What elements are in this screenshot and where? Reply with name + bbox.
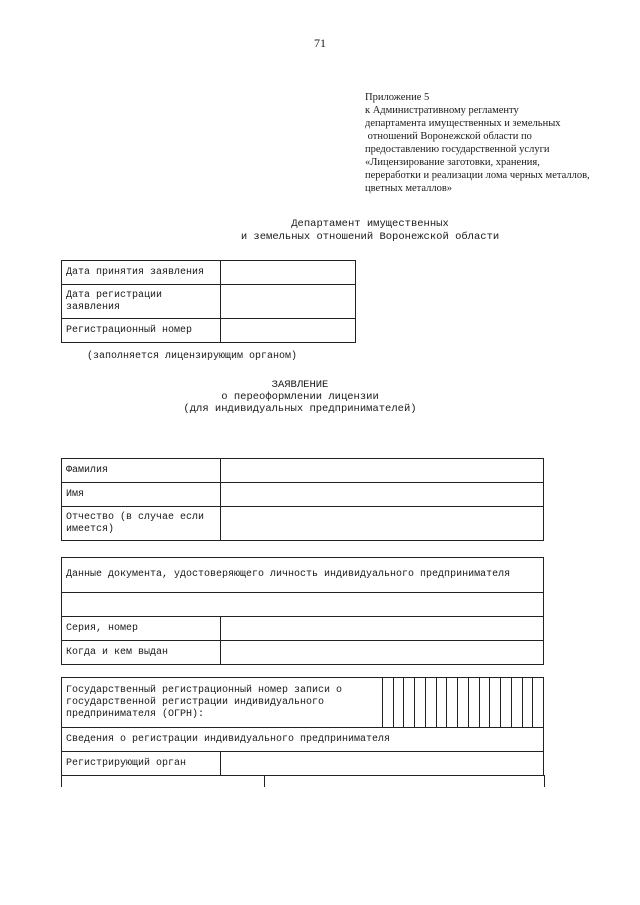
- ogrn-digit-box[interactable]: [393, 678, 404, 727]
- appendix-line: Приложение 5: [365, 92, 430, 103]
- issued-by-field[interactable]: [221, 641, 544, 665]
- ogrn-digit-box[interactable]: [468, 678, 479, 727]
- table-row: [62, 678, 544, 728]
- surname-field[interactable]: [221, 459, 544, 483]
- table-continuation-line: [544, 775, 545, 787]
- appendix-line: цветных металлов»: [365, 183, 453, 194]
- department-name: [200, 218, 540, 244]
- date-registered-label: Дата регистрации заявления: [62, 285, 221, 319]
- registration-table: [61, 260, 356, 343]
- table-row: [62, 593, 544, 617]
- table-row: [62, 483, 544, 507]
- ogrn-digit-boxes: [383, 678, 543, 727]
- registration-note: (заполняется лицензирующим органом): [87, 351, 298, 362]
- first-name-field[interactable]: [221, 483, 544, 507]
- date-accepted-label: Дата принятия заявления: [62, 261, 221, 285]
- ogrn-digit-box[interactable]: [436, 678, 447, 727]
- identity-header: Данные документа, удостоверяющего личность индивидуального предпринимателя: [62, 558, 544, 593]
- series-number-label: Серия, номер: [62, 617, 221, 641]
- page-number: 71: [314, 36, 326, 50]
- ogrn-digit-box[interactable]: [446, 678, 457, 727]
- personal-data-table: [61, 458, 544, 541]
- table-row: [62, 459, 544, 483]
- appendix-line: к Административному регламенту: [365, 105, 519, 116]
- department-line: и земельных отношений Воронежской области: [240, 231, 500, 243]
- registration-info-header: Сведения о регистрации индивидуального предпринимателя: [62, 728, 544, 752]
- appendix-line: переработки и реализации лома черных металлов,: [365, 170, 590, 181]
- ogrn-digit-box[interactable]: [414, 678, 425, 727]
- table-row: [62, 319, 356, 343]
- title-line: (для индивидуальных предпринимателей): [183, 403, 417, 415]
- registering-body-field[interactable]: [221, 752, 544, 776]
- ogrn-digit-box[interactable]: [479, 678, 490, 727]
- patronymic-label: Отчество (в случае если имеется): [62, 507, 221, 541]
- department-line: Департамент имущественных: [291, 218, 449, 230]
- appendix-line: «Лицензирование заготовки, хранения,: [365, 157, 540, 168]
- table-row: [62, 617, 544, 641]
- registration-number-field[interactable]: [221, 319, 356, 343]
- table-row: [62, 261, 356, 285]
- registration-info-table: [61, 677, 544, 776]
- ogrn-digit-box[interactable]: [457, 678, 468, 727]
- table-row: [62, 641, 544, 665]
- title-line: о переоформлении лицензии: [221, 391, 379, 403]
- date-accepted-field[interactable]: [221, 261, 356, 285]
- ogrn-digit-box[interactable]: [500, 678, 511, 727]
- identity-document-table: [61, 557, 544, 665]
- table-continuation-line: [61, 775, 62, 787]
- appendix-header: [365, 91, 615, 195]
- ogrn-digit-box[interactable]: [489, 678, 500, 727]
- ogrn-digit-box[interactable]: [532, 678, 543, 727]
- registration-number-label: Регистрационный номер: [62, 319, 221, 343]
- patronymic-field[interactable]: [221, 507, 544, 541]
- table-row: [62, 285, 356, 319]
- ogrn-digit-box[interactable]: [522, 678, 533, 727]
- first-name-label: Имя: [62, 483, 221, 507]
- appendix-line: предоставлению государственной услуги: [365, 144, 550, 155]
- series-number-field[interactable]: [221, 617, 544, 641]
- identity-blank-row[interactable]: [62, 593, 544, 617]
- appendix-line: отношений Воронежской области по: [365, 131, 532, 142]
- document-title: [120, 379, 480, 415]
- title-line: ЗАЯВЛЕНИЕ: [271, 379, 329, 391]
- table-row: [62, 752, 544, 776]
- ogrn-digit-box[interactable]: [383, 678, 393, 727]
- table-row: [62, 507, 544, 541]
- issued-by-label: Когда и кем выдан: [62, 641, 221, 665]
- table-row: [62, 728, 544, 752]
- date-registered-field[interactable]: [221, 285, 356, 319]
- ogrn-digit-box[interactable]: [511, 678, 522, 727]
- table-continuation-line: [264, 775, 265, 787]
- table-row: [62, 558, 544, 593]
- ogrn-label: Государственный регистрационный номер записи о государственной регистрации индивидуального предпринимателя (ОГРН):: [62, 678, 383, 728]
- appendix-line: департамента имущественных и земельных: [365, 118, 561, 129]
- ogrn-digit-box[interactable]: [403, 678, 414, 727]
- surname-label: Фамилия: [62, 459, 221, 483]
- registering-body-label: Регистрирующий орган: [62, 752, 221, 776]
- ogrn-digit-box[interactable]: [425, 678, 436, 727]
- ogrn-input[interactable]: [383, 678, 544, 728]
